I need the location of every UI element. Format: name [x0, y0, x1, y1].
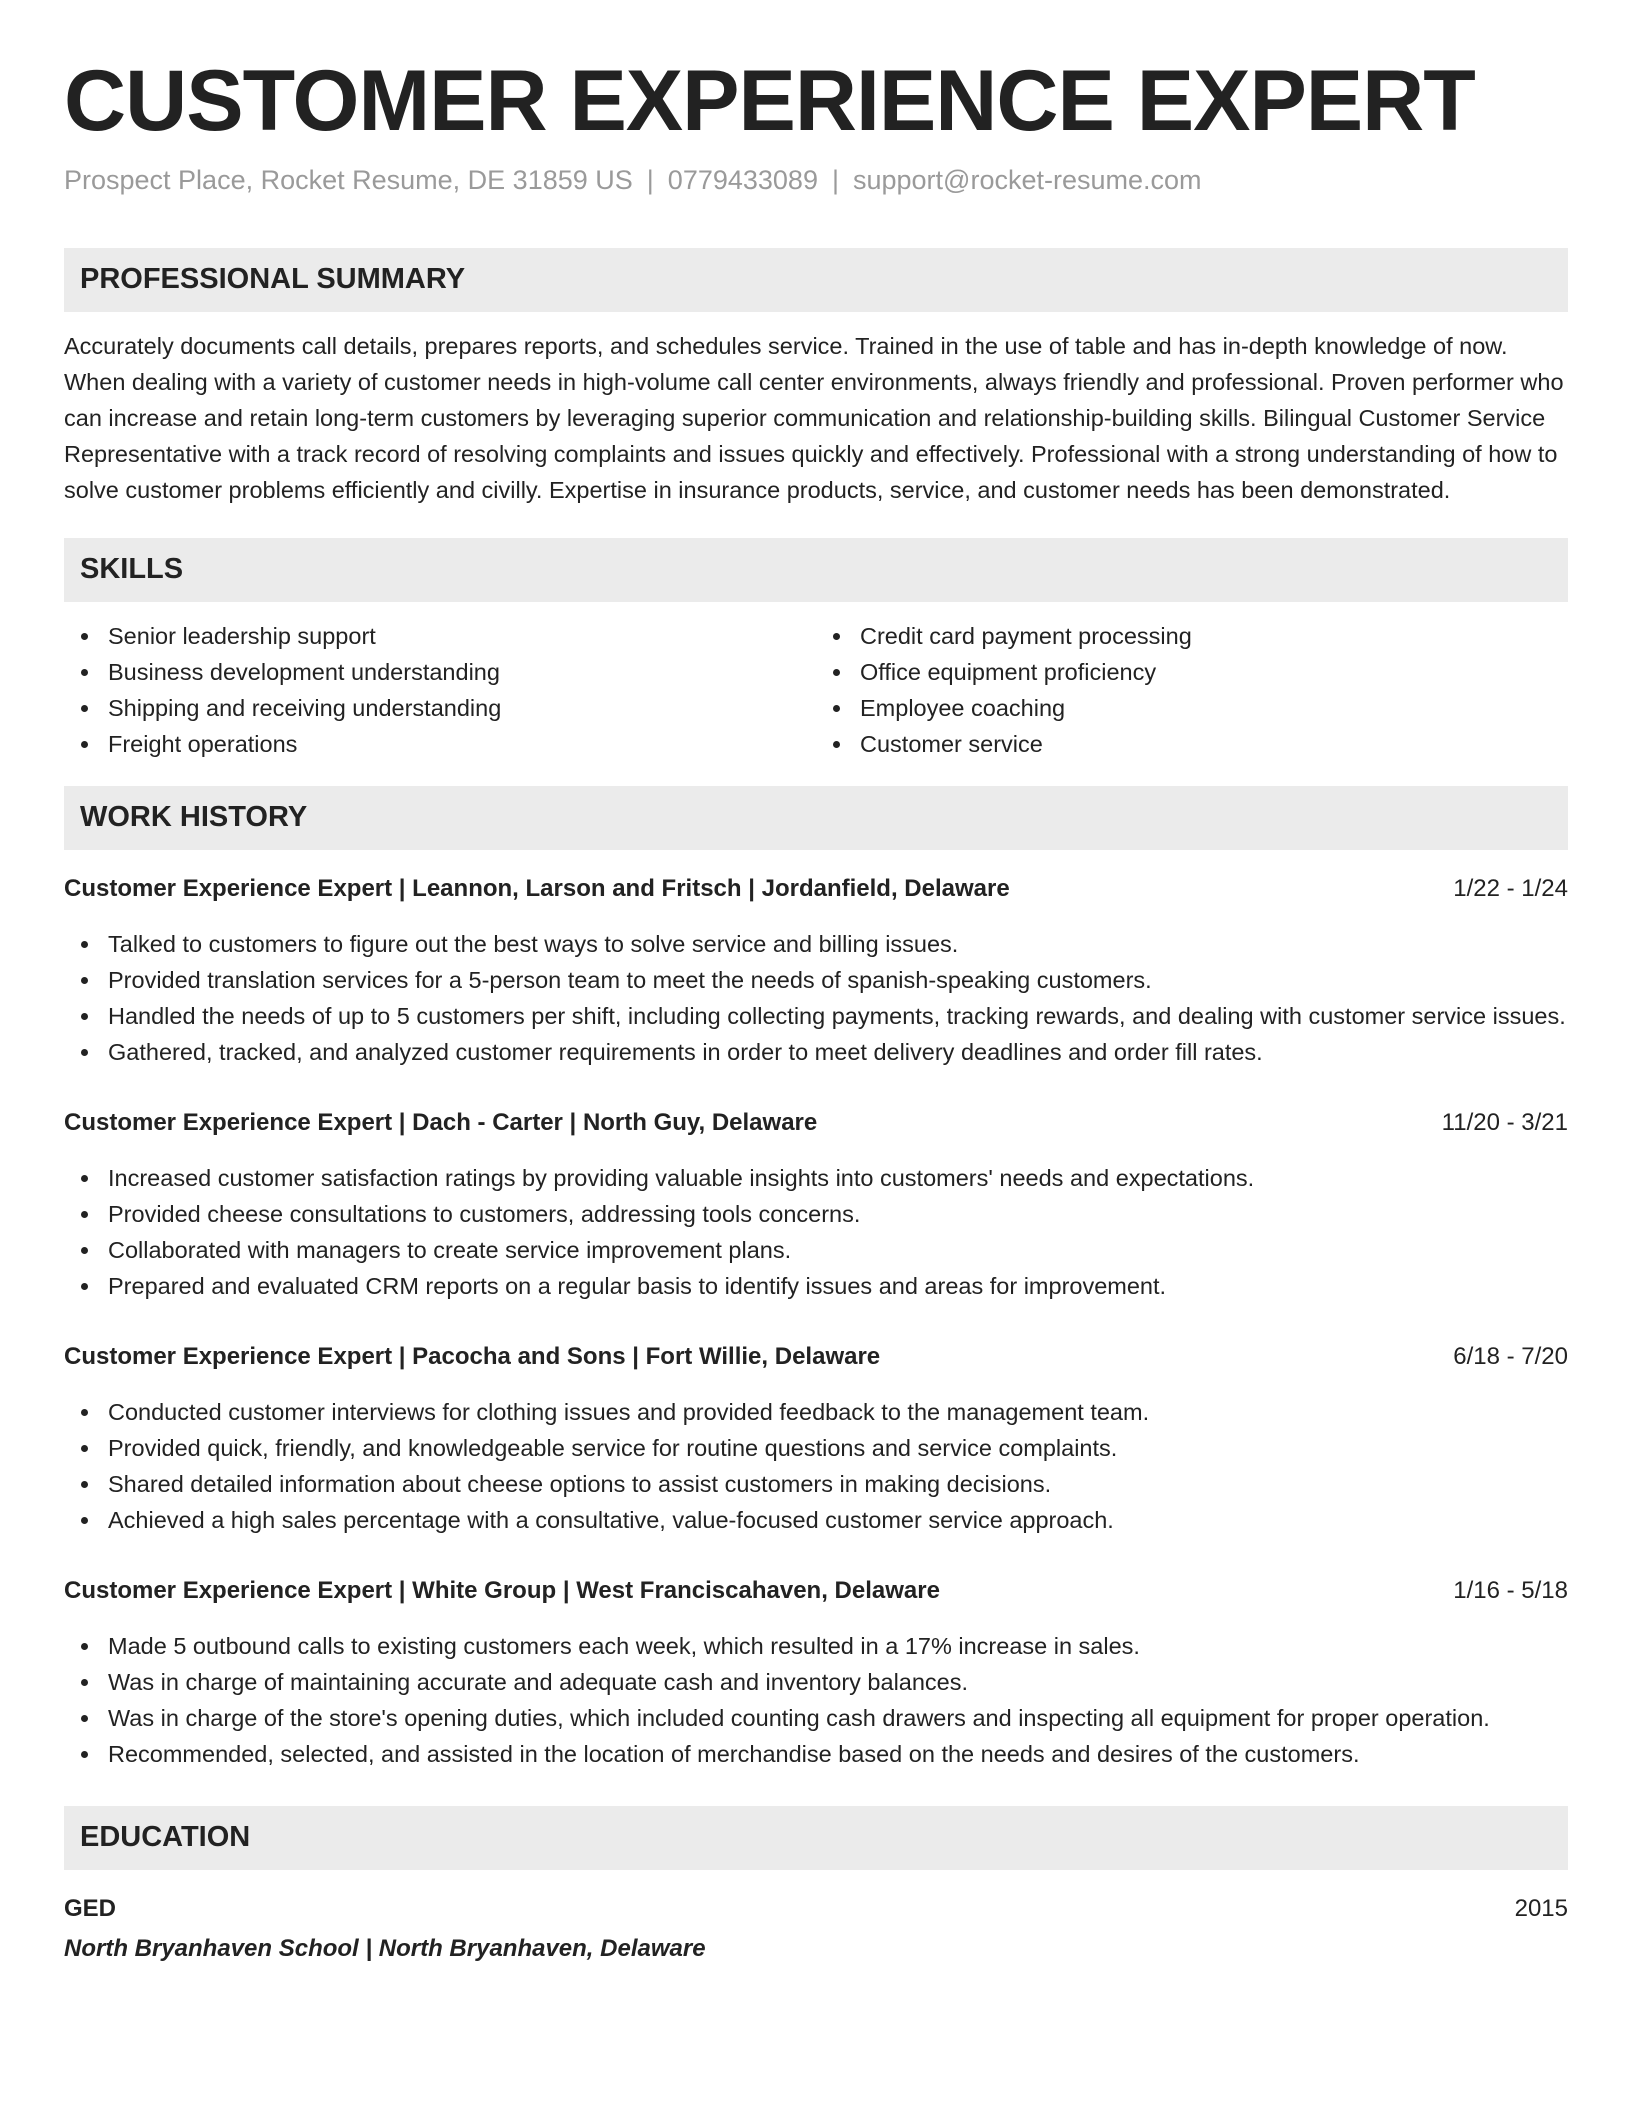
education-school: North Bryanhaven School | North Bryanhaven, Delaware [64, 1934, 706, 1962]
education-heading: EDUCATION [64, 1806, 1568, 1870]
job-bullet: Handled the needs of up to 5 customers per shift, including collecting payments, tracking rewards, and dealing with customer service issues. [64, 998, 1568, 1034]
job-title: Customer Experience Expert | Pacocha and Sons | Fort Willie, Delaware [64, 1342, 881, 1370]
job-dates: 1/22 - 1/24 [1453, 874, 1568, 902]
job-title: Customer Experience Expert | White Group | West Franciscahaven, Delaware [64, 1576, 940, 1604]
job-bullets [64, 1160, 1568, 1304]
skills-column-left [64, 618, 816, 762]
job-bullet: Gathered, tracked, and analyzed customer requirements in order to meet delivery deadlines and order fill rates. [64, 1034, 1568, 1070]
skills-heading: SKILLS [64, 538, 1568, 602]
contact-address: Prospect Place, Rocket Resume, DE 31859 US [64, 164, 633, 195]
contact-phone: 0779433089 [667, 164, 818, 195]
summary-text: Accurately documents call details, prepares reports, and schedules service. Trained in the use of table and has in-depth knowledge of now. When dealing with a variety of customer needs in high-volume call center environments, always friendly and professional. Proven performer who can increase and retain long-term customers by leveraging superior communication and relationship-building skills. Bilingual Customer Service Representative with a track record of resolving complaints and issues quickly and effectively. Professional with a strong understanding of how to solve customer problems efficiently and civilly. Expertise in insurance products, service, and customer needs has been demonstrated. [64, 332, 1564, 503]
job-bullet: Collaborated with managers to create service improvement plans. [64, 1232, 1568, 1268]
job-entry [64, 1342, 1568, 1538]
job-bullet: Provided quick, friendly, and knowledgeable service for routine questions and service complaints. [64, 1430, 1568, 1466]
job-bullets [64, 1394, 1568, 1538]
education-degree: GED [64, 1894, 117, 1922]
skill-item: Credit card payment processing [816, 618, 1568, 654]
education-year: 2015 [1514, 1894, 1568, 1922]
summary-heading: PROFESSIONAL SUMMARY [64, 248, 1568, 312]
job-dates: 11/20 - 3/21 [1441, 1108, 1568, 1136]
job-bullet: Shared detailed information about cheese options to assist customers in making decisions. [64, 1466, 1568, 1502]
job-bullet: Increased customer satisfaction ratings by providing valuable insights into customers' needs and expectations. [64, 1160, 1568, 1196]
education-entry [64, 1894, 1568, 1964]
skills-column-right [816, 618, 1568, 762]
job-dates: 6/18 - 7/20 [1453, 1342, 1568, 1370]
job-bullets [64, 926, 1568, 1070]
job-bullet: Recommended, selected, and assisted in the location of merchandise based on the needs and desires of the customers. [64, 1736, 1568, 1772]
job-bullet: Made 5 outbound calls to existing customers each week, which resulted in a 17% increase in sales. [64, 1628, 1568, 1664]
job-entry [64, 1108, 1568, 1304]
job-bullet: Provided translation services for a 5-person team to meet the needs of spanish-speaking customers. [64, 962, 1568, 998]
skills-list [64, 618, 1568, 762]
skill-item: Office equipment proficiency [816, 654, 1568, 690]
job-title: Customer Experience Expert | Leannon, Larson and Fritsch | Jordanfield, Delaware [64, 874, 1010, 902]
job-bullet: Conducted customer interviews for clothing issues and provided feedback to the management team. [64, 1394, 1568, 1430]
job-bullet: Was in charge of maintaining accurate and adequate cash and inventory balances. [64, 1664, 1568, 1700]
job-entry [64, 874, 1568, 1070]
job-entry [64, 1576, 1568, 1772]
job-dates: 1/16 - 5/18 [1453, 1576, 1568, 1604]
skill-item: Business development understanding [64, 654, 816, 690]
contact-line [64, 163, 1568, 198]
skill-item: Freight operations [64, 726, 816, 762]
contact-separator: | [831, 164, 839, 195]
contact-separator: | [646, 164, 654, 195]
job-bullets [64, 1628, 1568, 1772]
job-bullet: Provided cheese consultations to customers, addressing tools concerns. [64, 1196, 1568, 1232]
skill-item: Senior leadership support [64, 618, 816, 654]
skill-item: Customer service [816, 726, 1568, 762]
job-bullet: Was in charge of the store's opening duties, which included counting cash drawers and inspecting all equipment for proper operation. [64, 1700, 1568, 1736]
job-bullet: Prepared and evaluated CRM reports on a regular basis to identify issues and areas for improvement. [64, 1268, 1568, 1304]
job-title: Customer Experience Expert | Dach - Carter | North Guy, Delaware [64, 1108, 818, 1136]
skill-item: Employee coaching [816, 690, 1568, 726]
job-bullet: Achieved a high sales percentage with a consultative, value-focused customer service approach. [64, 1502, 1568, 1538]
skill-item: Shipping and receiving understanding [64, 690, 816, 726]
contact-email: support@rocket-resume.com [852, 164, 1202, 195]
job-bullet: Talked to customers to figure out the best ways to solve service and billing issues. [64, 926, 1568, 962]
work-history-heading: WORK HISTORY [64, 786, 1568, 850]
candidate-name: CUSTOMER EXPERIENCE EXPERT [64, 53, 1475, 149]
